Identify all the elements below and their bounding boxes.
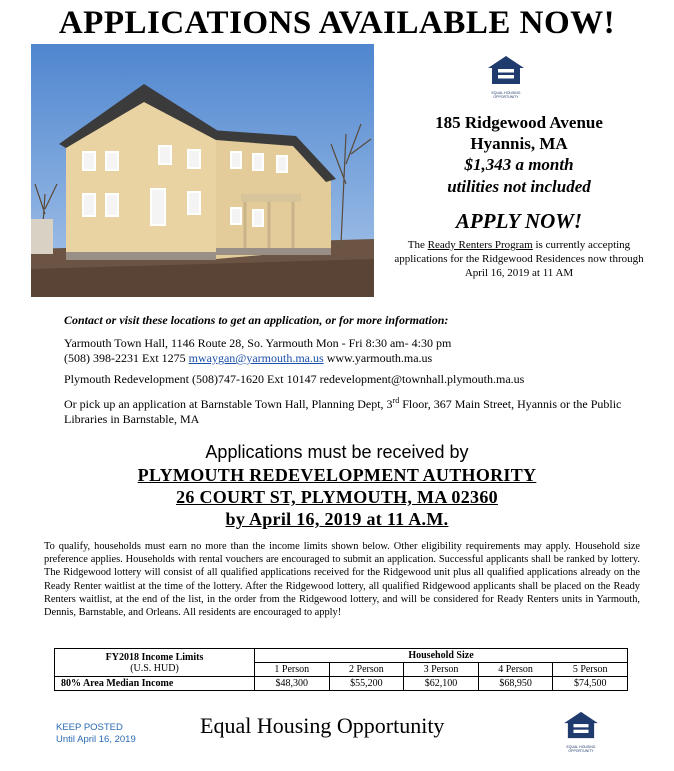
house-photo: [31, 44, 374, 297]
yarmouth-address: Yarmouth Town Hall, 1146 Route 28, So. Yarmouth Mon - Fri 8:30 am- 4:30 pm: [64, 336, 452, 350]
apply-now-heading: APPLY NOW!: [455, 209, 583, 233]
authority-address: 26 COURT ST, PLYMOUTH, MA 02360: [176, 487, 498, 507]
column-header: 5 Person: [553, 663, 628, 677]
yarmouth-contact: [64, 336, 654, 366]
column-header: 1 Person: [255, 663, 330, 677]
equal-housing-caption-1: EQUAL HOUSING: [566, 745, 596, 749]
equal-housing-logo: [486, 54, 526, 98]
table-cell: $48,300: [255, 677, 330, 691]
rent-price: $1,343 a month: [464, 155, 574, 174]
address-line-2: Hyannis, MA: [470, 134, 568, 153]
keep-posted: KEEP POSTED: [56, 722, 123, 733]
program-note-suffix: is currently accepting applications for the Ridgewood Residences now through April 16, 2019 at 11 AM: [394, 239, 644, 279]
table-cell: $74,500: [553, 677, 628, 691]
received-by-section: [0, 440, 674, 530]
table-subtitle: (U.S. HUD): [130, 662, 179, 674]
barnstable-contact: [64, 393, 654, 427]
row-label: 80% Area Median Income: [55, 677, 255, 691]
program-note: [390, 238, 648, 280]
authority-name: PLYMOUTH REDEVELOPMENT AUTHORITY: [137, 465, 537, 485]
column-header: 4 Person: [478, 663, 553, 677]
headline: APPLICATIONS AVAILABLE NOW!: [58, 5, 616, 41]
program-note-prefix: The: [407, 239, 428, 251]
column-header: 3 Person: [404, 663, 479, 677]
barnstable-text-a: Or pick up an application at Barnstable Town Hall, Planning Dept, 3: [64, 397, 393, 411]
qualification-text: To qualify, households must earn no more than the income limits shown below. Other eligibility requirements may apply. Household size preference applies. Households with rental vouchers are encouraged to submit an application. Successful applicants shall be ranked by lottery. The Ridgewood lottery will consist of all qualified applications received for the Ridgewood unit plus all qualified applications already on the Ready Renter waitlist at the time of the lottery. After the Ridgewood lottery, all qualified Ridgewood applicants shall be placed on the Ready Renters waitlist, at the end of the list, in the order from the Ridgewood lottery, and will be considered for Ready Renters units in Yarmouth, Dennis, Barnstable, and Orleans. All residents are encouraged to apply!: [44, 541, 640, 619]
received-lead: Applications must be received by: [205, 442, 469, 462]
table-title-cell: [55, 649, 255, 677]
table-cell: $68,950: [478, 677, 553, 691]
deadline: by April 16, 2019 at 11 A.M.: [225, 509, 449, 529]
barnstable-sup: rd: [392, 396, 400, 405]
address-line-1: 185 Ridgewood Avenue: [435, 113, 603, 132]
equal-housing-caption-1: EQUAL HOUSING: [491, 91, 521, 95]
yarmouth-website: www.yarmouth.ma.us: [323, 351, 433, 365]
ready-renters-program-link[interactable]: Ready Renters Program: [427, 239, 533, 251]
keep-posted-until: Until April 16, 2019: [56, 734, 136, 745]
utilities-note: utilities not included: [447, 177, 591, 196]
equal-housing-house-icon: [561, 710, 601, 740]
equal-housing-caption-2: OPPORTUNITY: [493, 95, 519, 99]
listing-info: [390, 112, 648, 280]
contact-section: [64, 313, 654, 433]
table-cell: $55,200: [329, 677, 404, 691]
column-header: 2 Person: [329, 663, 404, 677]
table-title: FY2018 Income Limits: [105, 651, 204, 663]
equal-housing-house-icon: [486, 54, 526, 86]
equal-housing-caption-2: OPPORTUNITY: [568, 749, 594, 753]
income-limits-table: [54, 648, 628, 691]
barnstable-text-b: Floor, 367 Main Street, Hyannis or the Public Libraries in Barnstable, MA: [64, 397, 622, 426]
equal-housing-logo-bottom: [561, 710, 601, 752]
yarmouth-email-link[interactable]: mwaygan@yarmouth.ma.us: [188, 351, 324, 365]
plymouth-contact: Plymouth Redevelopment (508)747-1620 Ext 10147 redevelopment@townhall.plymouth.ma.us: [64, 372, 525, 386]
yarmouth-phone: (508) 398-2231 Ext 1275: [64, 351, 189, 365]
household-size-header: Household Size: [255, 649, 628, 663]
table-row: [55, 677, 628, 691]
house-photo-illustration: [31, 44, 374, 297]
contact-heading: Contact or visit these locations to get an application, or for more information:: [64, 313, 449, 327]
keep-posted-note: [56, 722, 136, 746]
equal-housing-opportunity-text: Equal Housing Opportunity: [200, 713, 445, 738]
table-header-row: [55, 649, 628, 663]
table-cell: $62,100: [404, 677, 479, 691]
